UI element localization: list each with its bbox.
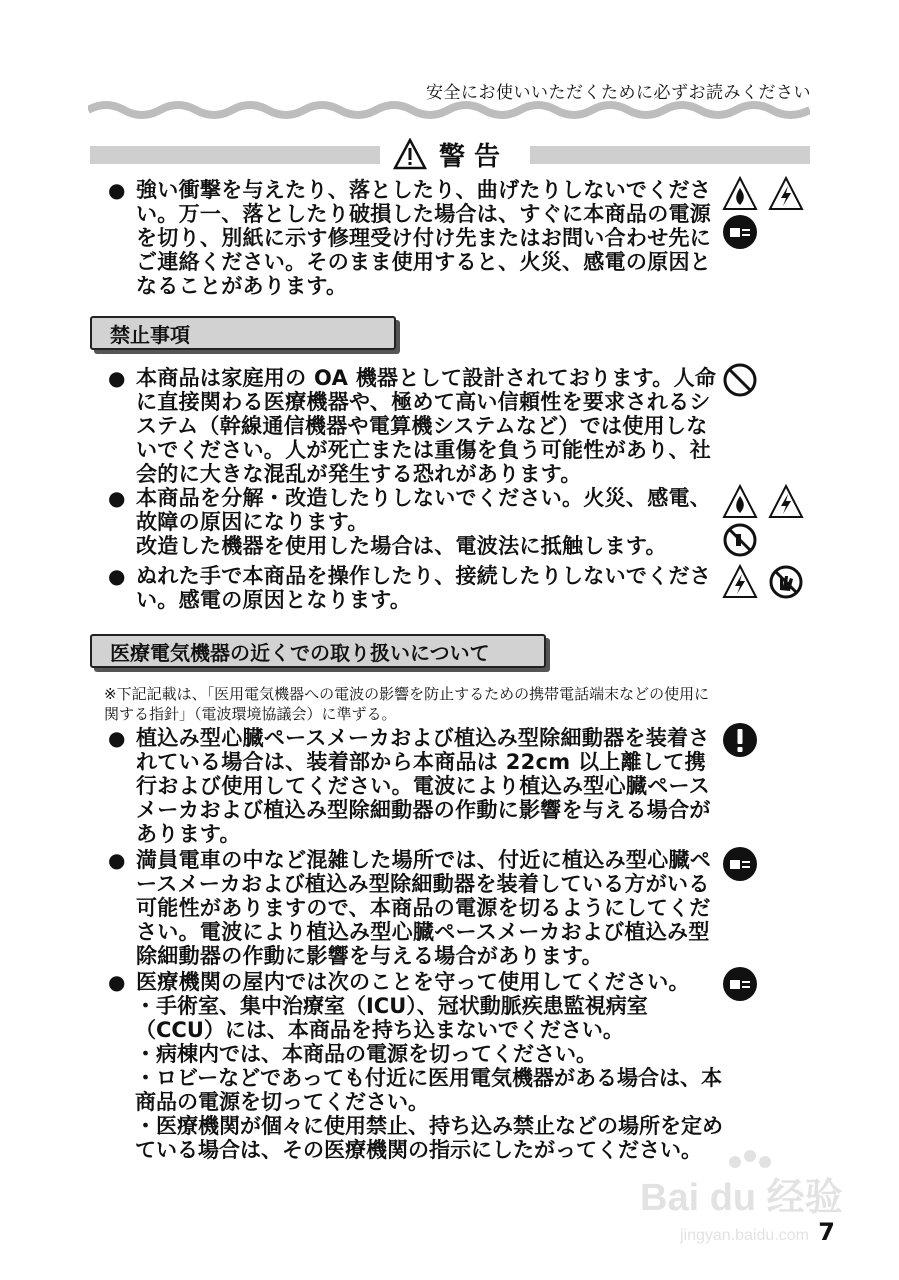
electric-shock-icon [768,484,804,520]
unplug-icon [722,846,758,882]
medical-item: ● 医療機関の屋内では次のことを守って使用してください。 [108,970,690,994]
header-title: 安全にお使いいただくために必ずお読みください [426,83,811,103]
warning-item: ● 強い衝撃を与えたり、落としたり、曲げたりしないでください。万一、落としたり破損した場合は、すぐに本商品の電源を切り、別紙に示す修理受け付け先またはお問い合わせ先にご連絡ください。そのまま使用すると、火災、感電の原因となることがあります。 [108,178,712,298]
warning-title: 警 告 [439,141,501,172]
prohibited-item: ● 本商品を分解・改造したりしないでください。火災、感電、故障の原因になります。 [108,486,712,534]
prohibited-item: ● ぬれた手で本商品を操作したり、接続したりしないでください。感電の原因となります。 [108,564,712,612]
prohibited-note: 改造した機器を使用した場合は、電波法に抵触します。 [136,534,667,558]
warning-triangle-icon [393,138,427,170]
bullet-icon: ● [108,564,126,588]
medical-item: ● 植込み型心臓ペースメーカおよび植込み型除細動器を装着されている場合は、装着部から本商品は 22cm 以上離して携行および使用してください。電波により植込み型心臓ペースメーカおよび植込み型除細動器の作動に影響を与える場合があります。 [108,726,711,846]
warning-bar-right [530,146,810,164]
warning-bar-left [90,146,380,164]
section-tab-medical [90,634,546,668]
section-tab-prohibited [90,316,396,350]
bullet-icon: ● [108,486,126,510]
medical-subitem: ・医療機関が個々に使用禁止、持ち込み禁止などの場所を定めている場合は、その医療機関の指示にしたがってください。 [135,1114,723,1162]
bullet-icon: ● [108,366,126,390]
medical-item: ● 満員電車の中など混雑した場所では、付近に植込み型心臓ペースメーカおよび植込み型除細動器を装着している方がいる可能性がありますので、本商品の電源を切るようにしてください。電波により植込み型心臓ペースメーカおよび植込み型除細動器の作動に影響を与える場合があります。 [108,848,712,968]
medical-subitem: ・病棟内では、本商品の電源を切ってください。 [135,1042,597,1066]
medical-note: ※下記記載は、「医用電気機器への電波の影響を防止するための携帯電話端末などの使用に関する指針」（電波環境協議会）に準ずる。 [104,685,710,723]
no-wet-hands-icon [768,564,804,600]
bullet-icon: ● [108,848,126,872]
fire-hazard-icon [722,484,758,520]
page-number: 7 [818,1218,835,1246]
electric-shock-icon [768,176,804,212]
medical-subitem: ・手術室、集中治療室（ICU）、冠状動脈疾患監視病室（CCU）には、本商品を持ち込まないでください。 [135,994,648,1042]
bullet-icon: ● [108,178,126,202]
unplug-icon [722,214,758,250]
electric-shock-icon [722,564,758,600]
svg-text:jingyan.baidu.com: jingyan.baidu.com [680,1227,809,1244]
prohibited-item: ● 本商品は家庭用の OA 機器として設計されております。人命に直接関わる医療機器や、極めて高い信頼性を要求されるシステム（幹線通信機器や電算機システムなど）では使用しないでください。人が死亡または重傷を負う可能性があり、社会的に大きな混乱が発生する恐れがあります。 [108,366,717,486]
svg-text:Bai du 经验: Bai du 经验 [640,1177,843,1219]
section-title: 禁止事項 [110,322,190,347]
unplug-icon [722,966,758,1002]
mandatory-icon [722,722,758,758]
bullet-icon: ● [108,970,126,994]
fire-hazard-icon [722,176,758,212]
medical-subitem: ・ロビーなどであっても付近に医用電気機器がある場合は、本商品の電源を切ってください。 [135,1066,722,1114]
no-disassembly-icon [722,522,758,558]
prohibited-icon [722,362,758,398]
section-title: 医療電気機器の近くでの取り扱いについて [110,640,490,665]
wave-divider [88,98,810,122]
bullet-icon: ● [108,726,126,750]
warning-heading [393,134,523,174]
